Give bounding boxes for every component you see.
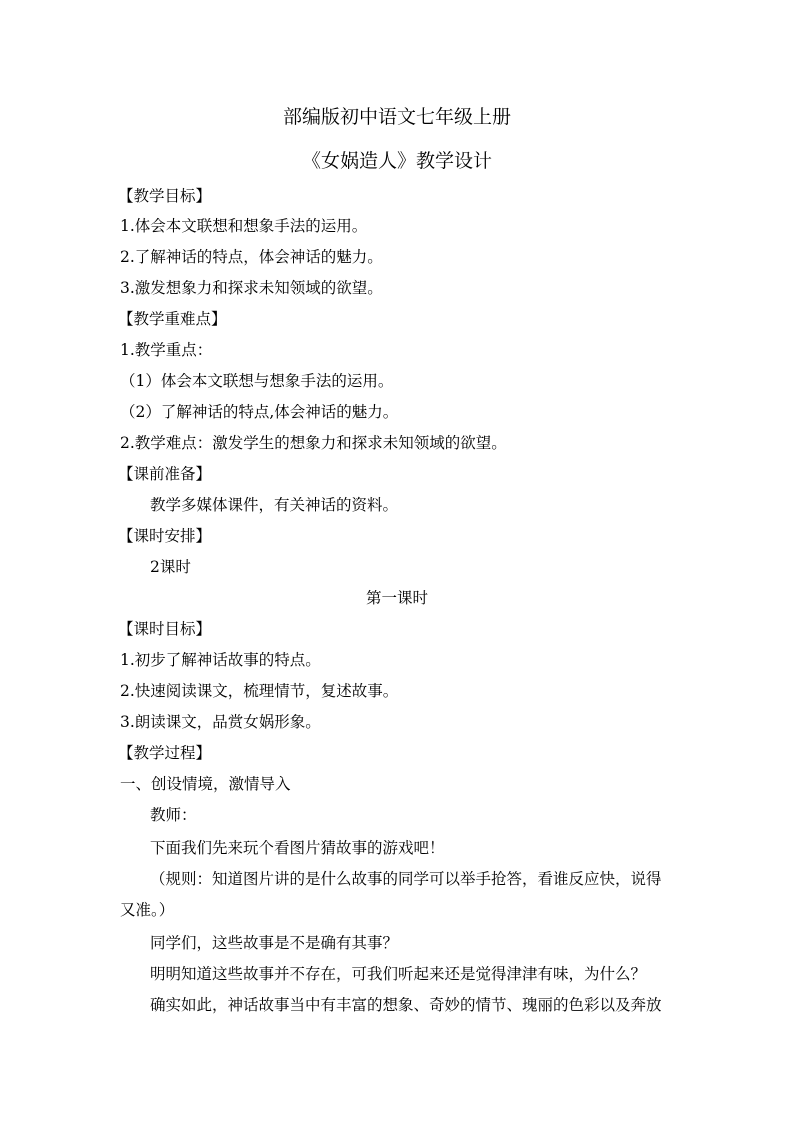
lesson-goal-item: 3.朗读课文，品赏女娲形象。	[120, 713, 321, 731]
document-subtitle: 《女娲造人》教学设计	[301, 150, 492, 172]
difficulty-point: 2.教学难点：激发学生的想象力和探求未知领域的欲望。	[120, 434, 507, 452]
teacher-label: 教师：	[150, 806, 197, 824]
lesson-goals-heading: 【课时目标】	[118, 620, 212, 638]
document-title: 部编版初中语文七年级上册	[282, 106, 511, 128]
goal-item: 2.了解神话的特点，体会神话的魅力。	[120, 248, 383, 266]
key-point-item: （2）了解神话的特点,体会神话的魅力。	[120, 403, 399, 421]
key-point-item: （1）体会本文联想与想象手法的运用。	[120, 372, 394, 390]
paragraph: 同学们，这些故事是不是确有其事？	[150, 934, 399, 952]
key-difficulty-heading: 【教学重难点】	[118, 310, 227, 328]
lesson-title: 第一课时	[365, 589, 428, 607]
goal-item: 3.激发想象力和探求未知领域的欲望。	[120, 279, 383, 297]
key-point-label: 1.教学重点：	[120, 341, 213, 359]
paragraph: （规则：知道图片讲的是什么故事的同学可以举手抢答，看谁反应快，说得	[150, 870, 662, 888]
prep-heading: 【课前准备】	[118, 465, 212, 483]
prep-text: 教学多媒体课件，有关神话的资料。	[150, 496, 399, 514]
step-heading: 一、创设情境，激情导入	[120, 775, 291, 793]
paragraph: 确实如此，神话故事当中有丰富的想象、奇妙的情节、瑰丽的色彩以及奔放	[150, 996, 662, 1014]
goal-item: 1.体会本文联想和想象手法的运用。	[120, 217, 368, 235]
schedule-heading: 【课时安排】	[118, 527, 212, 545]
lesson-goal-item: 1.初步了解神话故事的特点。	[120, 651, 321, 669]
process-heading: 【教学过程】	[118, 744, 212, 762]
paragraph: 下面我们先来玩个看图片猜故事的游戏吧！	[150, 839, 445, 857]
paragraph: 明明知道这些故事并不存在，可我们听起来还是觉得津津有味，为什么？	[150, 965, 647, 983]
schedule-text: 2课时	[150, 558, 191, 576]
goals-heading: 【教学目标】	[118, 187, 212, 205]
paragraph: 又准。）	[120, 901, 175, 919]
lesson-goal-item: 2.快速阅读课文，梳理情节，复述故事。	[120, 682, 399, 700]
